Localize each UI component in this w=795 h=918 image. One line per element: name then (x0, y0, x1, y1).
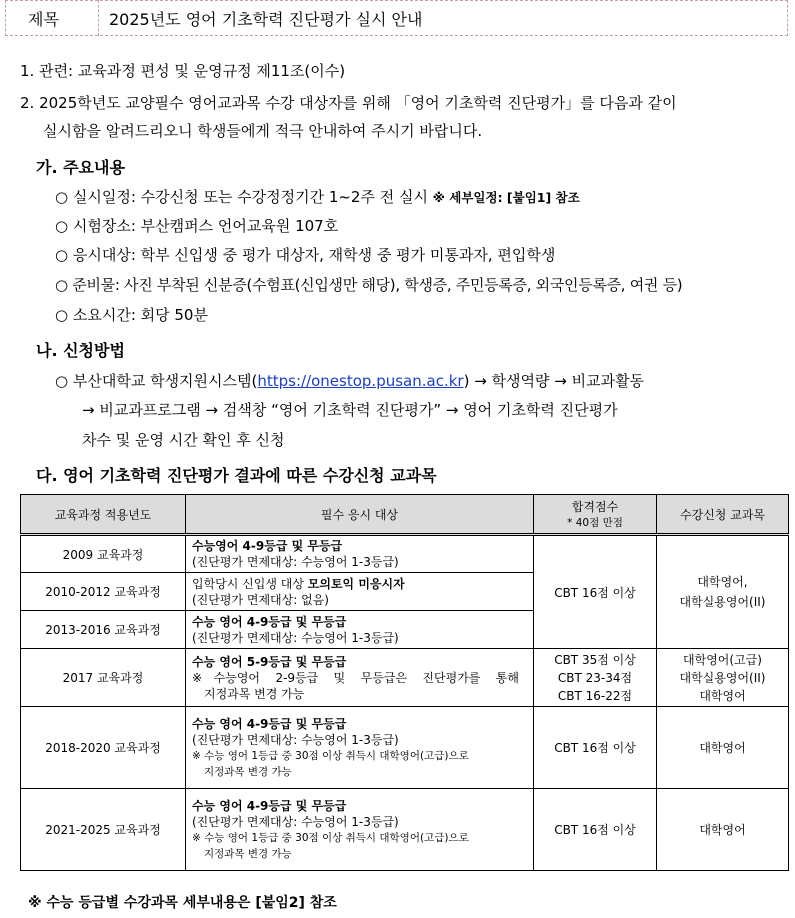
target-exempt: (진단평가 면제대상: 수능영어 1-3등급) (192, 814, 399, 829)
group1-course (657, 535, 789, 649)
item-2-line-1: 2. 2025학년도 교양필수 영어교과목 수강 대상자를 위해 「영어 기초학력 진단평가」를 다음과 같이 (20, 94, 677, 112)
target-exempt: (진단평가 면제대상: 수능영어 1-3등급) (192, 630, 399, 645)
row-target (186, 789, 534, 871)
target-main-bold: 모의토익 미응시자 (307, 576, 405, 591)
row2017-courses (657, 649, 789, 707)
target-main: 수능 영어 4-9등급 및 무등급 (192, 716, 347, 731)
row-target (186, 611, 534, 649)
row-score: CBT 16점 이상 (534, 707, 657, 789)
item-2-line-2: 실시함을 알려드리오니 학생들에게 적극 안내하여 주시기 바랍니다. (43, 122, 483, 140)
row-year: 2018-2020 교육과정 (21, 707, 186, 789)
item-1: 1. 관련: 교육과정 편성 및 운영규정 제11조(이수) (20, 62, 346, 80)
apply-line-1-prefix: ○ 부산대학교 학생지원시스템( (55, 372, 258, 390)
section-na-heading: 나. 신청방법 (36, 341, 125, 360)
group1-course-line-1: 대학영어, (697, 575, 748, 589)
target-note-2: 지정과목 변경 가능 (204, 765, 292, 778)
duration-line: ○ 소요시간: 회당 50분 (55, 306, 208, 324)
target-exempt: (진단평가 면제대상: 수능영어 1-3등급) (192, 732, 399, 747)
schedule-text: ○ 실시일정: 수강신청 또는 수강정정기간 1~2주 전 실시 (55, 188, 428, 206)
row2017-course-list (657, 651, 788, 705)
row2017-score-list (534, 651, 656, 705)
apply-line-3: 차수 및 운영 시간 확인 후 신청 (82, 431, 285, 449)
header-year: 교육과정 적용년도 (21, 495, 186, 535)
row-target (186, 707, 534, 789)
apply-line-2: → 비교과프로그램 → 검색창 “영어 기초학력 진단평가” → 영어 기초학력 진단평가 (82, 401, 618, 419)
header-score-note: * 40점 만점 (567, 517, 623, 529)
course-basic: 대학영어 (699, 689, 746, 703)
venue-line: ○ 시험장소: 부산캠퍼스 언어교육원 107호 (55, 217, 339, 235)
row-year: 2013-2016 교육과정 (21, 611, 186, 649)
score-practical: CBT 23-34점 (557, 671, 633, 685)
target-exempt: (진단평가 면제대상: 수능영어 1-3등급) (192, 555, 399, 569)
apply-line-1 (55, 370, 644, 391)
course-practical: 대학실용영어(II) (679, 671, 766, 685)
course-table (20, 494, 789, 871)
header-score-label: 합격점수 (571, 500, 619, 514)
row-course: 대학영어 (657, 789, 789, 871)
title-box (5, 0, 788, 36)
target-note-1: ※ 수능 영어 1등급 중 30점 이상 취득시 대학영어(고급)으로 (192, 749, 469, 762)
row-score: CBT 16점 이상 (534, 789, 657, 871)
score-advanced: CBT 35점 이상 (554, 653, 636, 667)
title-label: 제목 (28, 9, 59, 29)
header-score (534, 495, 657, 535)
table-row (21, 707, 789, 789)
onestop-link[interactable]: https://onestop.pusan.ac.kr (257, 372, 464, 390)
section-ga-heading: 가. 주요내용 (36, 158, 125, 177)
table-row (21, 789, 789, 871)
row2017-scores (534, 649, 657, 707)
row-target (186, 649, 534, 707)
row-year: 2010-2012 교육과정 (21, 573, 186, 611)
materials-line: ○ 준비물: 사진 부착된 신분증(수험표(신입생만 해당), 학생증, 주민등록증, 외국인등록증, 여권 등) (55, 276, 683, 294)
apply-line-1-suffix: ) → 학생역량 → 비교과활동 (463, 372, 645, 390)
section-da-heading: 다. 영어 기초학력 진단평가 결과에 따른 수강신청 교과목 (36, 466, 437, 485)
target-main: 수능 영어 4-9등급 및 무등급 (192, 614, 347, 629)
row-course: 대학영어 (657, 707, 789, 789)
row-target (186, 535, 534, 573)
eligibility-line: ○ 응시대상: 학부 신입생 중 평가 대상자, 재학생 중 평가 미통과자, 편입학생 (55, 246, 556, 264)
footer-note: ※ 수능 등급별 수강과목 세부내용은 [붙임2] 참조 (28, 895, 337, 911)
table-row (21, 535, 789, 573)
row-year: 2009 교육과정 (21, 535, 186, 573)
target-note-2: 지정과목 변경 가능 (204, 686, 305, 701)
group1-score: CBT 16점 이상 (534, 535, 657, 649)
target-main-prefix: 입학당시 신입생 대상 (192, 576, 308, 591)
schedule-note: ※ 세부일정: [붙임1] 참조 (432, 190, 580, 205)
target-note-1: ※수능영어 2-9등급 및 무등급은 진단평가를 통해 (192, 670, 519, 685)
table-row (21, 649, 789, 707)
target-main: 수능영어 4-9등급 및 무등급 (192, 539, 343, 553)
target-main: 수능 영어 5-9등급 및 무등급 (192, 654, 347, 669)
row-year: 2017 교육과정 (21, 649, 186, 707)
schedule-line (55, 186, 580, 207)
document-title: 2025년도 영어 기초학력 진단평가 실시 안내 (109, 9, 423, 29)
row-target (186, 573, 534, 611)
target-note-2: 지정과목 변경 가능 (204, 847, 292, 860)
score-basic: CBT 16-22점 (557, 689, 633, 703)
header-target: 필수 응시 대상 (186, 495, 534, 535)
target-exempt: (진단평가 면제대상: 없음) (192, 592, 329, 607)
course-advanced: 대학영어(고급) (683, 653, 762, 667)
target-main (192, 576, 533, 592)
row-year: 2021-2025 교육과정 (21, 789, 186, 871)
header-course: 수강신청 교과목 (657, 495, 789, 535)
group1-course-line-2: 대학실용영어(II) (679, 595, 766, 609)
target-note-1: ※ 수능 영어 1등급 중 30점 이상 취득시 대학영어(고급)으로 (192, 831, 469, 844)
target-main: 수능 영어 4-9등급 및 무등급 (192, 798, 347, 813)
